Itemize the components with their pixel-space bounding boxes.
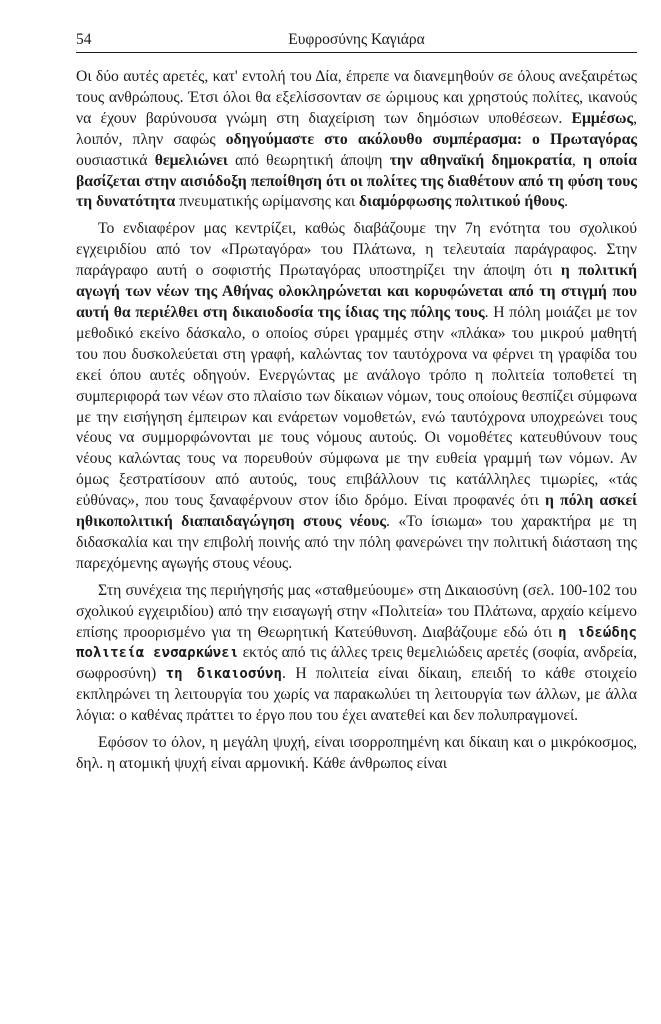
text-run: . (564, 193, 569, 211)
bold-phrase: την αθηναϊκή δημοκρατία (389, 151, 572, 169)
page-number: 54 (76, 31, 92, 48)
header-rule (76, 52, 637, 53)
body-text (76, 67, 637, 781)
text-run: . «Το ίσιωμα» του χαρακτήρα με τη διδασκαλία και την επιβολή ποινής από την πόλη φανερώνει την πολιτική διάσταση της παρεχόμενης αγωγής στους νέους. (76, 513, 637, 572)
bold-phrase: η οποία βασίζεται στην αισιόδοξη πεποίθηση ότι οι πολίτες της διαθέτουν από τη φύση τους τη δυνατότητα (76, 151, 637, 211)
paragraph (76, 219, 637, 574)
bold-phrase: η πόλη ασκεί ηθικοπολιτική διαπαιδαγώγηση στους νέους (76, 492, 638, 531)
bold-phrase: η πολιτική αγωγή των νέων της Αθήνας ολοκληρώνεται και κορυφώνεται από τη στιγμή που αυτή θα περιέλθει στη δικαιοδοσία της ίδιας της πόλης τους (76, 262, 637, 321)
text-run: . Η πολιτεία είναι δίκαιη, επειδή το κάθε στοιχείο εκπληρώνει τη λειτουργία του χωρίς να παρακωλύει τη λειτουργία των άλλων, με άλλα λόγια: ο καθένας πράττει το έργο που του έχει ανατεθεί και δεν πολυπραγμονεί. (76, 665, 637, 725)
text-run: Οι δύο αυτές αρετές, κατ' εντολή του Δία, έπρεπε να διανεμηθούν σε όλους ανεξαιρέτως τους ανθρώπους. Έτσι όλοι θα εξελίσσονταν σε ώριμους και χρηστούς πολίτες, ικανούς να έχουν βαρύνουσα γνώμη στη διαχείριση των δημόσιων υποθέσεων. (76, 68, 637, 127)
text-run: Εφόσον το όλον, η μεγάλη ψυχή, είναι ισορροπημένη και δίκαιη και ο μικρόκοσμος, δηλ. η ατομική ψυχή είναι αρμονική. Κάθε άνθρωπος είναι (76, 734, 637, 772)
text-run: πνευματικής ωρίμανσης και (175, 193, 360, 211)
bold-phrase: οδηγούμαστε στο ακόλουθο συμπέρασμα: ο Πρωταγόρας (225, 130, 637, 148)
text-run: ουσιαστικά (76, 151, 155, 169)
paragraph (76, 67, 637, 213)
bold-phrase: Εμμέσως (571, 109, 634, 127)
text-run: , λοιπόν, πλην σαφώς (76, 109, 637, 148)
bold-phrase: τη δικαιοσύνη (165, 666, 282, 683)
paragraph (76, 733, 637, 775)
paragraph (76, 581, 637, 727)
text-run: Το ενδιαφέρον μας κεντρίζει, καθώς διαβάζουμε την 7η ενότητα του σχολικού εγχειριδίου από τον «Πρωταγόρα» του Πλάτωνα, η τελευταία παράγραφος. Στην παράγραφο αυτή ο σοφιστής Πρωταγόρας υποστηρίζει την άποψη ότι (76, 220, 637, 280)
text-run: , (571, 151, 583, 169)
bold-phrase: διαμόρφωσης πολιτικού ήθους (359, 193, 565, 211)
running-head: Ευφροσύνης Καγιάρα (288, 31, 425, 48)
text-run: από θεωρητική άποψη (227, 151, 390, 169)
page-header (76, 30, 637, 52)
text-run: εκτός από τις άλλες τρεις θεμελιώδεις αρετές (σοφία, ανδρεία, σωφροσύνη) (76, 644, 638, 683)
text-run: Στη συνέχεια της περιήγησής μας «σταθμεύουμε» στη Δικαιοσύνη (σελ. 100-102 του σχολικού εγχειριδίου) από την εισαγωγή στην «Πολιτεία» του Πλάτωνα, αρχαίο κείμενο επίσης προορισμένο για τη Θεωρητική Κατεύθυνση. Διαβάζουμε εδώ ότι (76, 581, 637, 641)
text-run: . Η πόλη μοιάζει με τον μεθοδικό εκείνο δάσκαλο, ο οποίος σύρει γραμμές στην «πλάκα» του μικρού μαθητή του που δυσκολεύεται στη γραφή, καλώντας τον ταυτόχρονα να φέρνει τη γραφίδα του εκεί όπου αυτές οδηγούν. Ενεργώντας με ανάλογο τρόπο η πολιτεία τοποθετεί τη συμπεριφορά των νέων στο πλαίσιο των δίκαιων νόμων, τους οποίους θεσπίζει σύμφωνα με την εισήγηση έμπειρων και ενάρετων νομοθετών, ενώ ταυτόχρονα υποχρεώνει τους νέους να συμμορφώνονται με τους νόμους αυτούς. Οι νομοθέτες κατευθύνουν τους νέους καλώντας τους να πορευθούν σύμφωνα με την ευθεία γραμμή των νόμων. Αν όμως ξεστρατίσουν από αυτούς, τους επιβάλλουν τις κατάλληλες τιμωρίες, «τάς εὐθύνας», που τους ξαναφέρνουν στον ίδιο δρόμο. Είναι προφανές ότι (76, 303, 637, 510)
bold-phrase: η ιδεώδης πολιτεία ενσαρκώνει (76, 624, 638, 662)
bold-phrase: θεμελιώνει (154, 151, 228, 169)
